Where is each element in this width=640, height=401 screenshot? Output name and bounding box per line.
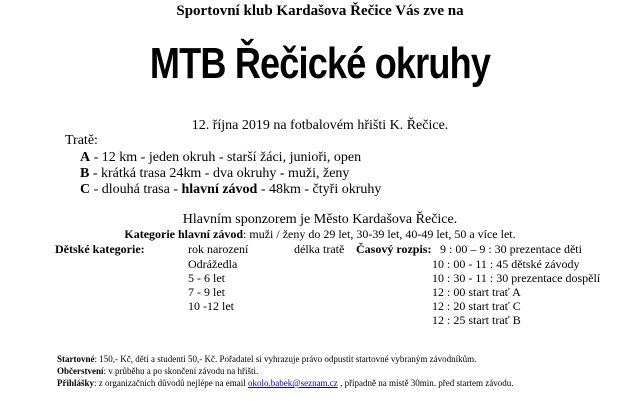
footer-registration-text: : z organizačních důvodů nejlépe na email [94, 378, 249, 388]
route-code: B [80, 166, 90, 181]
schedule-item: 12 : 25 start trať B [432, 313, 521, 327]
schedule-item: 10 : 00 - 11 : 45 dětské závody [432, 257, 580, 271]
sponsor-line: Hlavním sponzorem je Město Kardašova Řečice. [182, 212, 458, 227]
route-a [80, 150, 361, 166]
kids-entry: 10 -12 let [188, 299, 234, 313]
route-c [80, 182, 381, 198]
routes-label: Tratě: [65, 133, 98, 148]
footer-registration-label: Přihlášky [57, 378, 95, 388]
main-race-categories-text: : muži / ženy do 29 let, 30-39 let, 40-49 let, 50 a více let. [243, 227, 516, 241]
event-date-line: 12. října 2019 na fotbalovém hřišti K. Řečice. [191, 118, 449, 133]
event-title: MTB Řečické okruhy [149, 39, 491, 88]
footer-fee [57, 354, 476, 364]
footer-fee-label: Startovné [57, 354, 95, 364]
footer-food-label: Občerstvení [57, 366, 104, 376]
kids-length-header: délka tratě [294, 242, 345, 256]
route-b [80, 166, 349, 182]
schedule-label: Časový rozpis: [356, 242, 432, 256]
route-description: - dlouhá trasa - [90, 182, 182, 197]
route-code: C [80, 182, 91, 197]
registration-email-link[interactable]: okolo.babek@seznam.cz [248, 378, 338, 388]
schedule-item: 9 : 00 – 9 : 30 prezentace děti [440, 242, 582, 256]
kids-categories-label: Dětské kategorie: [55, 242, 145, 256]
main-race-categories [0, 227, 640, 242]
header-invitation: Sportovní klub Kardašova Řečice Vás zve na [176, 3, 464, 19]
footer-food-text: : v průběhu a po skončení závodu na hřišti. [103, 366, 259, 376]
route-code: A [80, 150, 91, 165]
footer-fee-text: : 150,- Kč, děti a studenti 50,- Kč. Pořadatel si vyhrazuje právo odpustit startovné vybraným závodníkům. [94, 354, 477, 364]
kids-entry: Odrážedla [188, 257, 238, 271]
kids-year-header: rok narození [188, 242, 249, 256]
footer-registration-text-after: , případně na místě 30min. před startem závodu. [337, 378, 514, 388]
kids-entry: 5 - 6 let [188, 271, 225, 285]
footer-registration [57, 378, 514, 388]
route-description-rest: - 48km - čtyři okruhy [257, 182, 382, 197]
main-race-categories-label: Kategorie hlavní závod [124, 227, 244, 241]
kids-entry: 7 - 9 let [188, 285, 225, 299]
route-description: - 12 km - jeden okruh - starší žáci, junioři, open [90, 150, 362, 165]
schedule-item: 12 : 00 start trať A [432, 285, 521, 299]
schedule-item: 10 : 30 - 11 : 30 prezentace dospělí [432, 271, 601, 285]
route-description: - krátká trasa 24km - dva okruhy - muži, ženy [89, 166, 350, 181]
schedule-item: 12 : 20 start trať C [432, 299, 521, 313]
route-main-race: hlavní závod [181, 182, 258, 197]
footer-food [57, 366, 258, 376]
